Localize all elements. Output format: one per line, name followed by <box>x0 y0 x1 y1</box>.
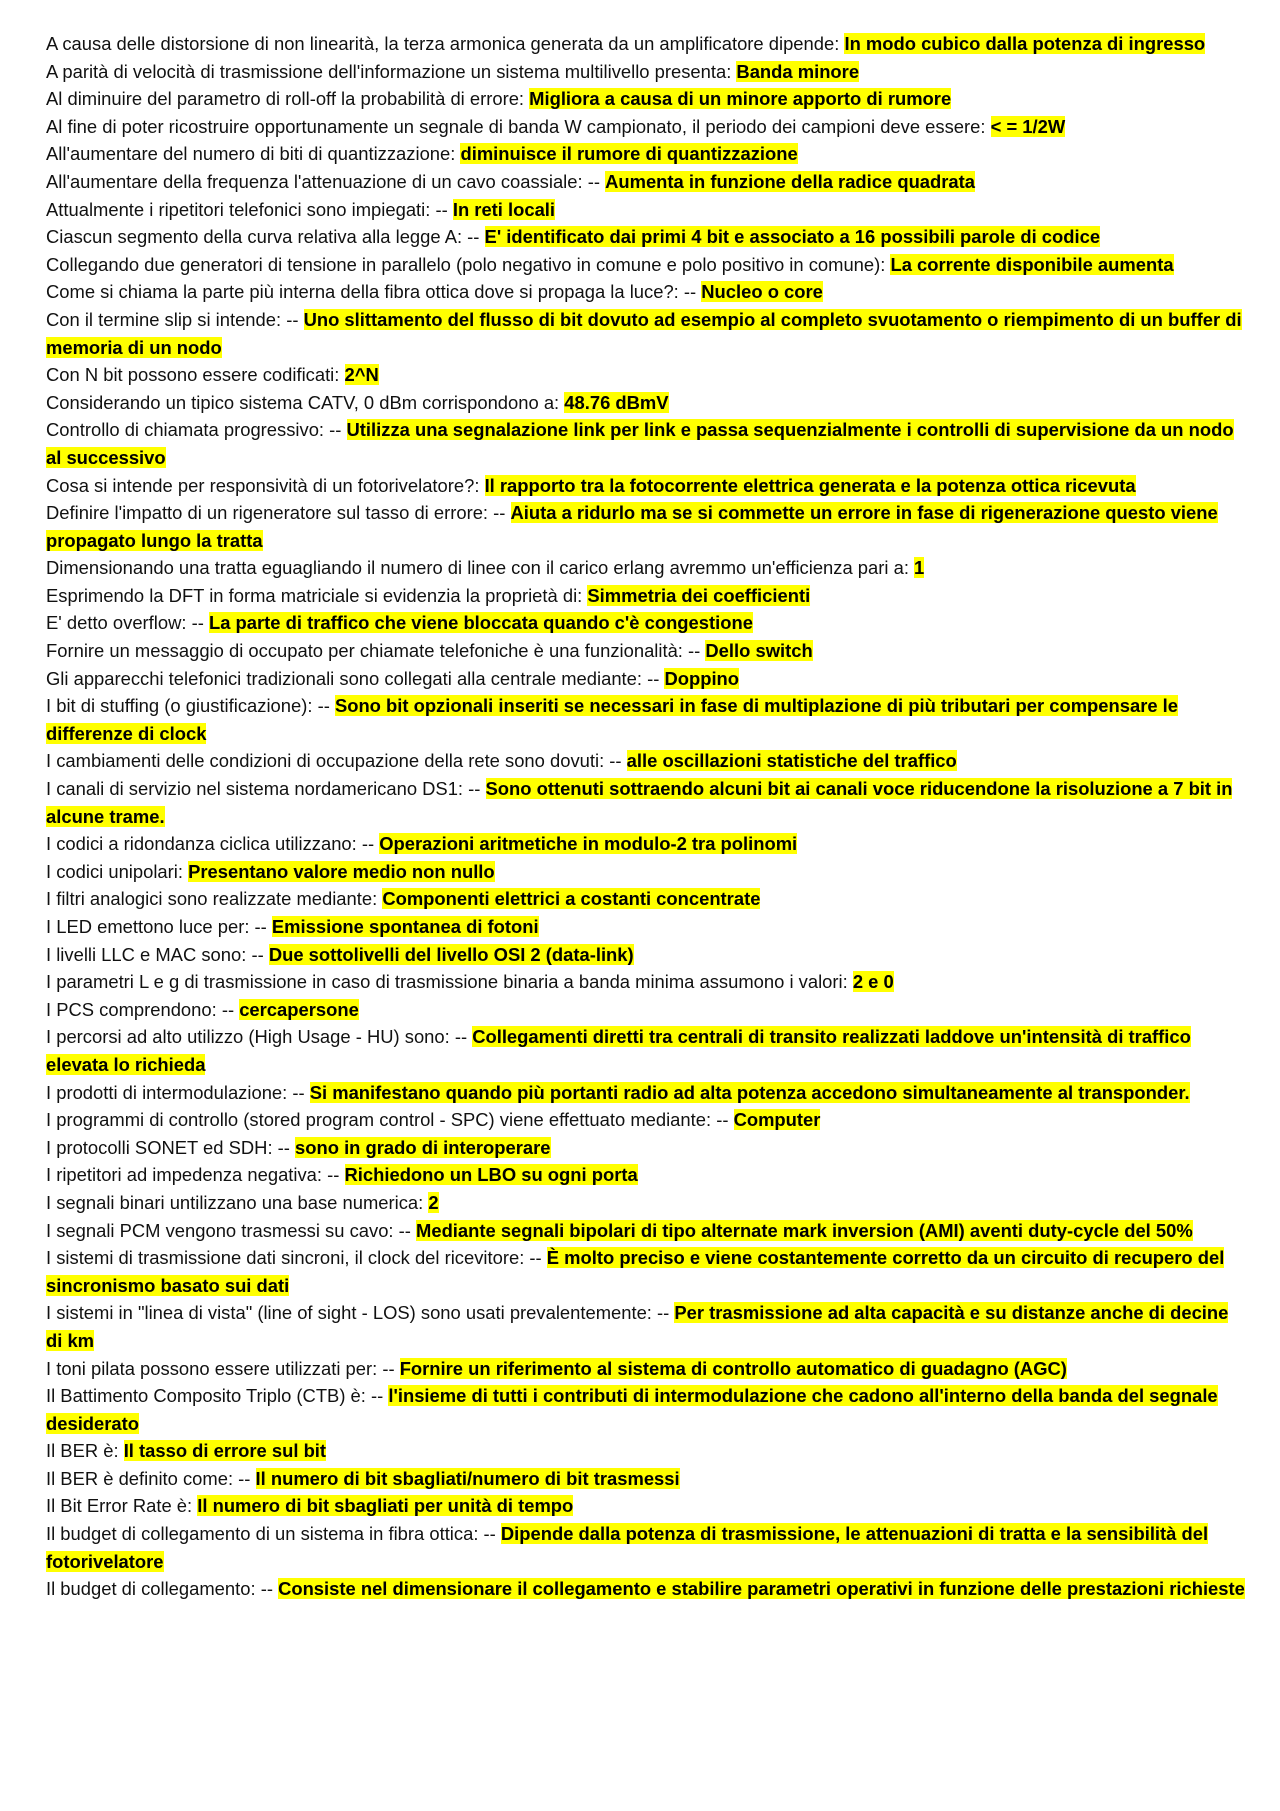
question-text: I filtri analogici sono realizzate mediante: <box>46 888 383 910</box>
highlighted-answer: Il tasso di errore sul bit <box>123 1440 327 1462</box>
qa-entry <box>46 278 1246 306</box>
qa-entry <box>46 1244 1246 1299</box>
highlighted-answer: Nucleo o core <box>701 281 823 303</box>
highlighted-answer: Collegamenti diretti tra centrali di transito realizzati laddove un'intensità di traffico elevata lo richieda <box>46 1026 1191 1075</box>
question-text: Con N bit possono essere codificati: <box>46 364 345 386</box>
qa-entry <box>46 85 1246 113</box>
qa-entry <box>46 1382 1246 1437</box>
highlighted-answer: 2 <box>428 1191 439 1213</box>
highlighted-answer: < = 1/2W <box>990 115 1066 137</box>
question-text: Il budget di collegamento di un sistema in fibra ottica: -- <box>46 1523 501 1545</box>
qa-entry <box>46 665 1246 693</box>
question-text: Ciascun segmento della curva relativa alla legge A: -- <box>46 226 485 248</box>
qa-entry <box>46 1465 1246 1493</box>
qa-entry <box>46 416 1246 471</box>
question-text: I protocolli SONET ed SDH: -- <box>46 1136 296 1158</box>
question-text: I sistemi di trasmissione dati sincroni, il clock del ricevitore: -- <box>46 1247 547 1269</box>
question-text: Cosa si intende per responsività di un fotorivelatore?: <box>46 474 485 496</box>
highlighted-answer: Il rapporto tra la fotocorrente elettrica generata e la potenza ottica ricevuta <box>484 474 1136 496</box>
qa-entry <box>46 58 1246 86</box>
highlighted-answer: In modo cubico dalla potenza di ingresso <box>844 33 1206 54</box>
question-text: All'aumentare del numero di biti di quantizzazione: <box>46 143 461 165</box>
highlighted-answer: Simmetria dei coefficienti <box>587 584 811 606</box>
question-text: Considerando un tipico sistema CATV, 0 dBm corrispondono a: <box>46 391 565 413</box>
question-text: Collegando due generatori di tensione in parallelo (polo negativo in comune e polo positivo in comune): <box>46 253 891 275</box>
qa-entry <box>46 1217 1246 1245</box>
highlighted-answer: Il numero di bit sbagliati per unità di tempo <box>197 1495 574 1517</box>
qa-entry <box>46 1299 1246 1354</box>
qa-entry <box>46 885 1246 913</box>
question-text: Al fine di poter ricostruire opportunamente un segnale di banda W campionato, il periodo dei campioni deve essere: <box>46 115 991 137</box>
qa-entry <box>46 472 1246 500</box>
highlighted-answer: Due sottolivelli del livello OSI 2 (data-link) <box>268 943 634 965</box>
highlighted-answer: cercapersone <box>239 998 359 1020</box>
qa-entry <box>46 941 1246 969</box>
qa-entry <box>46 692 1246 747</box>
question-text: E' detto overflow: -- <box>46 612 209 634</box>
highlighted-answer: Sono ottenuti sottraendo alcuni bit ai canali voce riducendone la risoluzione a 7 bit in alcune trame. <box>46 778 1233 827</box>
qa-entry <box>46 499 1246 554</box>
question-text: Definire l'impatto di un rigeneratore sul tasso di errore: -- <box>46 502 511 524</box>
question-text: I codici a ridondanza ciclica utilizzano: -- <box>46 833 380 855</box>
highlighted-answer: E' identificato dai primi 4 bit e associato a 16 possibili parole di codice <box>484 226 1101 248</box>
highlighted-answer: Sono bit opzionali inseriti se necessari in fase di multiplazione di più tributari per compensare le differenze di clock <box>46 695 1179 744</box>
qa-entry <box>46 168 1246 196</box>
qa-entry <box>46 1575 1246 1603</box>
qa-entry <box>46 251 1246 279</box>
qa-entry <box>46 223 1246 251</box>
question-text: Come si chiama la parte più interna della fibra ottica dove si propaga la luce?: -- <box>46 281 702 303</box>
highlighted-answer: sono in grado di interoperare <box>295 1136 551 1158</box>
question-text: Il BER è definito come: -- <box>46 1467 256 1489</box>
question-text: Dimensionando una tratta eguagliando il numero di linee con il carico erlang avremmo un'efficienza pari a: <box>46 557 915 579</box>
question-text: I bit di stuffing (o giustificazione): -- <box>46 695 335 717</box>
highlighted-answer: Emissione spontanea di fotoni <box>271 916 539 937</box>
qa-entry <box>46 996 1246 1024</box>
question-text: Con il termine slip si intende: -- <box>46 308 304 330</box>
question-text: Il BER è: <box>46 1440 124 1462</box>
question-text: Esprimendo la DFT in forma matriciale si evidenzia la proprietà di: <box>46 584 588 606</box>
highlighted-answer: Aumenta in funzione della radice quadrata <box>605 170 976 192</box>
qa-entry <box>46 582 1246 610</box>
qa-entry <box>46 609 1246 637</box>
qa-entry <box>46 554 1246 582</box>
question-text: I programmi di controllo (stored program control - SPC) viene effettuato mediante: -- <box>46 1109 734 1131</box>
qa-entry <box>46 747 1246 775</box>
highlighted-answer: Dipende dalla potenza di trasmissione, le attenuazioni di tratta e la sensibilità del fotorivelatore <box>46 1523 1209 1572</box>
qa-entry <box>46 1023 1246 1078</box>
highlighted-answer: È molto preciso e viene costantemente corretto da un circuito di recupero del sincronismo basato sui dati <box>46 1247 1225 1296</box>
highlighted-answer: alle oscillazioni statistiche del traffico <box>626 750 957 772</box>
question-text: Attualmente i ripetitori telefonici sono impiegati: -- <box>46 198 453 220</box>
qa-entry <box>46 1437 1246 1465</box>
question-text: I cambiamenti delle condizioni di occupazione della rete sono dovuti: -- <box>46 750 627 772</box>
qa-entry <box>46 1161 1246 1189</box>
highlighted-answer: 48.76 dBmV <box>564 391 669 413</box>
highlighted-answer: Il numero di bit sbagliati/numero di bit trasmessi <box>255 1467 680 1489</box>
highlighted-answer: Doppino <box>664 667 740 689</box>
document-page <box>46 30 1246 1603</box>
qa-entry <box>46 389 1246 417</box>
highlighted-answer: Richiedono un LBO su ogni porta <box>344 1164 638 1186</box>
highlighted-answer: La corrente disponibile aumenta <box>890 253 1174 275</box>
qa-entry <box>46 113 1246 141</box>
qa-entry <box>46 361 1246 389</box>
highlighted-answer: Per trasmissione ad alta capacità e su distanze anche di decine di km <box>46 1302 1229 1351</box>
qa-entry <box>46 830 1246 858</box>
highlighted-answer: Operazioni aritmetiche in modulo-2 tra polinomi <box>379 833 798 855</box>
qa-entry <box>46 1492 1246 1520</box>
question-text: Il budget di collegamento: -- <box>46 1578 279 1600</box>
question-text: I canali di servizio nel sistema nordamericano DS1: -- <box>46 778 486 800</box>
question-text: I percorsi ad alto utilizzo (High Usage - HU) sono: -- <box>46 1026 473 1048</box>
qa-entry <box>46 1079 1246 1107</box>
highlighted-answer: l'insieme di tutti i contributi di intermodulazione che cadono all'interno della banda del segnale desiderato <box>46 1385 1218 1434</box>
highlighted-answer: Consiste nel dimensionare il collegamento e stabilire parametri operativi in funzione delle prestazioni richieste <box>278 1578 1245 1600</box>
qa-entry <box>46 968 1246 996</box>
highlighted-answer: Computer <box>733 1109 821 1131</box>
question-text: I ripetitori ad impedenza negativa: -- <box>46 1164 345 1186</box>
highlighted-answer: Mediante segnali bipolari di tipo alternate mark inversion (AMI) aventi duty-cycle del 50% <box>416 1219 1193 1241</box>
question-text: I LED emettono luce per: -- <box>46 916 272 937</box>
highlighted-answer: 1 <box>914 557 925 579</box>
qa-entry <box>46 913 1246 941</box>
highlighted-answer: Dello switch <box>705 640 813 662</box>
question-text: I PCS comprendono: -- <box>46 998 240 1020</box>
question-text: Fornire un messaggio di occupato per chiamate telefoniche è una funzionalità: -- <box>46 640 706 662</box>
question-text: I parametri L e g di trasmissione in caso di trasmissione binaria a banda minima assumono i valori: <box>46 971 853 993</box>
qa-entry <box>46 858 1246 886</box>
qa-entry <box>46 1134 1246 1162</box>
highlighted-answer: Utilizza una segnalazione link per link e passa sequenzialmente i controlli di supervisione da un nodo al successivo <box>46 419 1234 468</box>
highlighted-answer: In reti locali <box>452 198 556 220</box>
question-text: I toni pilata possono essere utilizzati per: -- <box>46 1357 400 1379</box>
qa-entry <box>46 1355 1246 1383</box>
question-text: I segnali PCM vengono trasmessi su cavo: -- <box>46 1219 417 1241</box>
qa-entry <box>46 775 1246 830</box>
highlighted-answer: La parte di traffico che viene bloccata quando c'è congestione <box>208 612 753 634</box>
question-text: I segnali binari untilizzano una base numerica: <box>46 1191 429 1213</box>
qa-entry <box>46 1520 1246 1575</box>
question-text: All'aumentare della frequenza l'attenuazione di un cavo coassiale: -- <box>46 170 606 192</box>
question-text: I codici unipolari: <box>46 860 189 882</box>
highlighted-answer: Migliora a causa di un minore apporto di rumore <box>529 88 952 110</box>
highlighted-answer: Fornire un riferimento al sistema di controllo automatico di guadagno (AGC) <box>399 1357 1067 1379</box>
qa-entry <box>46 140 1246 168</box>
highlighted-answer: 2^N <box>344 364 379 386</box>
qa-entry <box>46 1106 1246 1134</box>
qa-entry <box>46 637 1246 665</box>
question-text: A parità di velocità di trasmissione dell'informazione un sistema multilivello presenta: <box>46 60 737 82</box>
qa-entry <box>46 30 1246 58</box>
highlighted-answer: Componenti elettrici a costanti concentrate <box>382 888 761 910</box>
qa-entry <box>46 1189 1246 1217</box>
highlighted-answer: diminuisce il rumore di quantizzazione <box>460 143 798 165</box>
question-text: Il Battimento Composito Triplo (CTB) è: -- <box>46 1385 389 1407</box>
qa-entry <box>46 306 1246 361</box>
highlighted-answer: Presentano valore medio non nullo <box>188 860 495 882</box>
highlighted-answer: 2 e 0 <box>852 971 894 993</box>
highlighted-answer: Si manifestano quando più portanti radio ad alta potenza accedono simultaneamente al transponder. <box>309 1081 1190 1103</box>
question-text: I sistemi in "linea di vista" (line of sight - LOS) sono usati prevalentemente: -- <box>46 1302 675 1324</box>
question-text: Controllo di chiamata progressivo: -- <box>46 419 347 441</box>
question-text: I prodotti di intermodulazione: -- <box>46 1081 310 1103</box>
question-text: Il Bit Error Rate è: <box>46 1495 198 1517</box>
question-text: I livelli LLC e MAC sono: -- <box>46 943 269 965</box>
question-text: Gli apparecchi telefonici tradizionali sono collegati alla centrale mediante: -- <box>46 667 665 689</box>
highlighted-answer: Uno slittamento del flusso di bit dovuto ad esempio al completo svuotamento o riempimento di un buffer di memoria di un nodo <box>46 308 1242 358</box>
highlighted-answer: Banda minore <box>736 60 860 82</box>
highlighted-answer: Aiuta a ridurlo ma se si commette un errore in fase di rigenerazione questo viene propagato lungo la tratta <box>46 502 1218 551</box>
question-text: A causa delle distorsione di non linearità, la terza armonica generata da un amplificatore dipende: <box>46 33 845 54</box>
question-text: Al diminuire del parametro di roll-off la probabilità di errore: <box>46 88 530 110</box>
qa-entry <box>46 196 1246 224</box>
